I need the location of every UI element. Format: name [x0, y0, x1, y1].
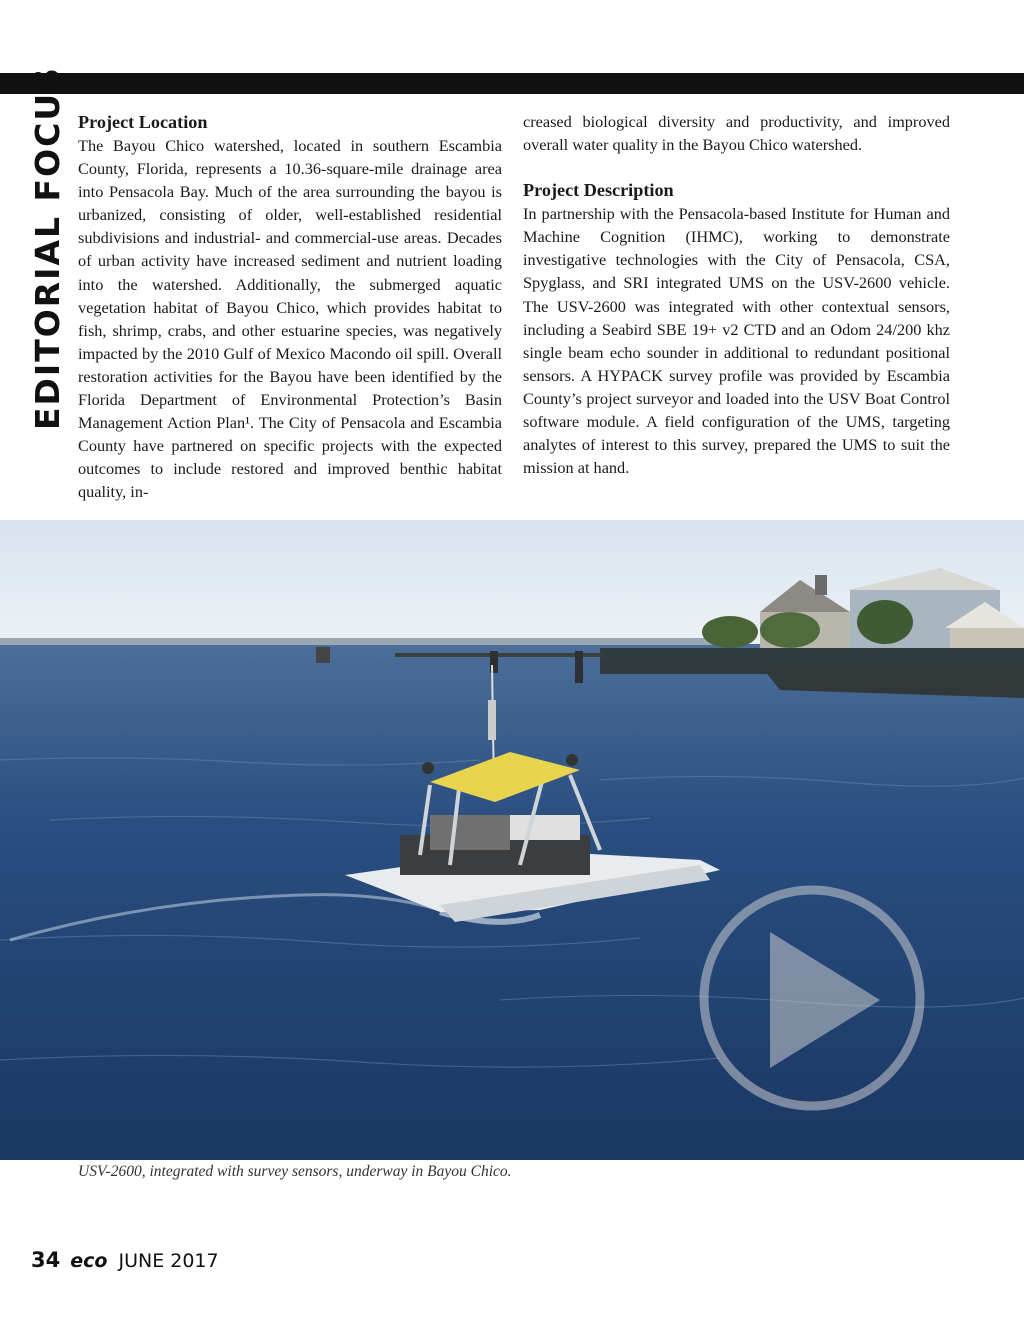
project-location-heading: Project Location — [78, 112, 208, 132]
left-column — [78, 110, 502, 504]
project-location-body: The Bayou Chico watershed, located in southern Escambia County, Florida, represents a 10.36-square-mile drainage area into Pensacola Bay. Much of the area surrounding the bayou is urbanized, consisting of older, well-established residential subdivisions and industrial- and commercial-use areas. Decades of urban activity have increased sediment and nutrient loading into the watershed. Additionally, the submerged aquatic vegetation habitat of Bayou Chico, which provides habitat to fish, shrimp, crabs, and other estuarine species, was negatively impacted by the 2010 Gulf of Mexico Macondo oil spill. Overall restoration activities for the Bayou have been identified by the Florida Department of Environmental Protection’s Basin Management Action Plan¹. The City of Pensacola and Escambia County have partnered on specific projects with the expected outcomes to include restored and improved benthic habitat quality, in- — [78, 136, 502, 502]
project-description-body: In partnership with the Pensacola-based Institute for Human and Machine Cognition (IHMC), working to demonstrate investigative technologies with the City of Pensacola, CSA, Spyglass, and SRI integrated UMS on the USV-2600 vehicle. The USV-2600 was integrated with other contextual sensors, including a Seabird SBE 19+ v2 CTD and an Odom 24/200 khz single beam echo sounder in additional to redundant positional sensors. A HYPACK survey profile was provided by Escambia County’s project surveyor and loaded into the USV Boat Control software module. A field configuration of the UMS, targeting analytes of interest to this survey, prepared the UMS to suit the mission at hand. — [523, 204, 950, 478]
photo-caption: USV-2600, integrated with survey sensors, underway in Bayou Chico. — [78, 1163, 512, 1180]
top-rule — [0, 73, 1024, 94]
usv-photo — [0, 520, 1024, 1160]
page-number: 34 — [31, 1248, 61, 1272]
section-label: EDITORIAL FOCUS — [28, 66, 67, 430]
page-footer — [31, 1248, 219, 1272]
project-description-heading: Project Description — [523, 180, 674, 201]
right-column — [523, 110, 950, 479]
issue-date: JUNE 2017 — [118, 1250, 219, 1272]
project-location-continuation: creased biological diversity and productivity, and improved overall water quality in the Bayou Chico watershed. — [523, 112, 950, 155]
magazine-name: eco — [70, 1250, 108, 1272]
